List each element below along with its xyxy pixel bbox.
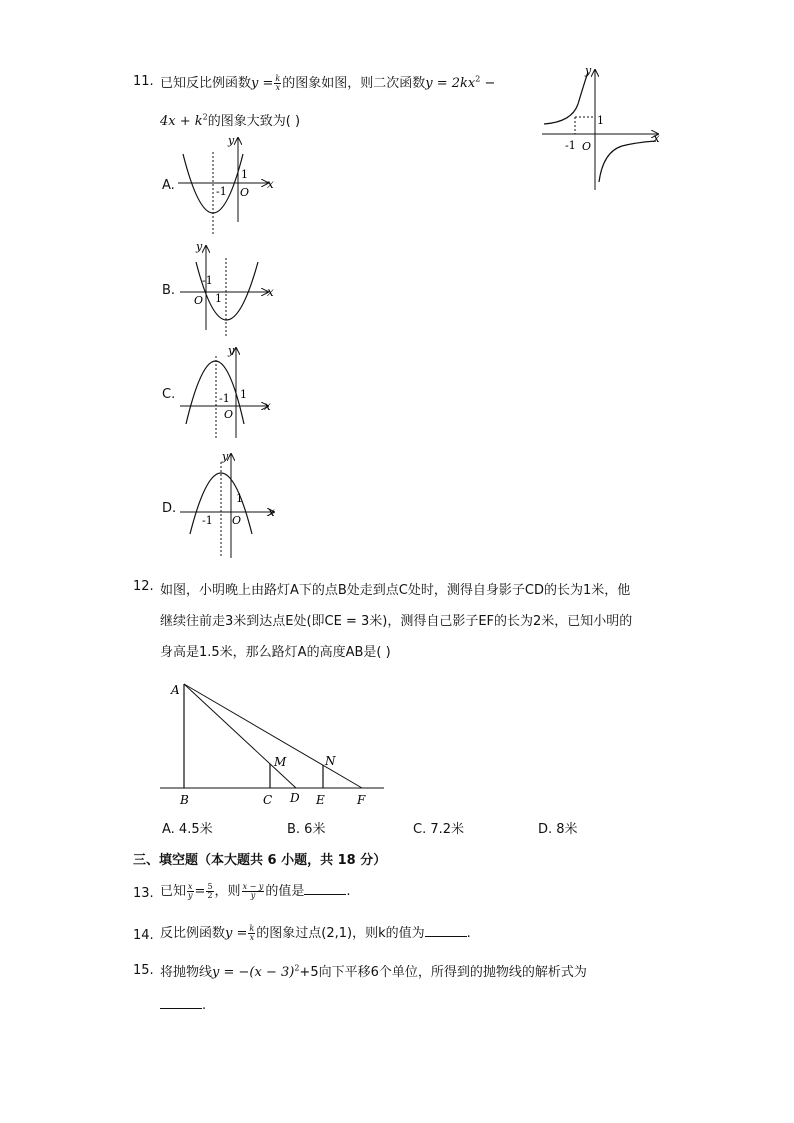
svg-text:O: O [240,186,250,199]
svg-text:O: O [224,408,234,421]
neg-one-label: -1 [565,139,576,152]
y-label: y [585,64,592,77]
q12-line1: 如图，小明晚上由路灯A下的点B处走到点C处时，测得自身影子CD的长为1米，他 [160,583,631,598]
q11-reference-graph [538,62,668,192]
x-label: x [653,131,660,145]
svg-text:M: M [274,755,287,769]
svg-text:y: y [228,134,235,147]
svg-text:-1: -1 [202,514,213,527]
svg-text:x: x [267,177,274,191]
option-a-graph[interactable] [178,132,278,236]
option-b-graph[interactable] [178,238,278,338]
svg-text:x: x [264,399,271,413]
q14-text: 反比例函数y = $\frac{k}{x}$ 的图象过点(2,1)，则k的值为 . [160,924,471,942]
svg-text:x: x [268,505,275,519]
svg-text:O: O [194,294,204,307]
q15-answer-line: . [160,996,206,1013]
svg-text:1: 1 [240,388,247,401]
option-d-graph[interactable] [178,450,278,560]
q12-line3: 身高是1.5米，那么路灯A的高度AB是( ) [160,645,391,660]
q12-option-b[interactable]: B. 6米 [287,822,326,837]
svg-text:y: y [222,450,229,463]
q12-option-c[interactable]: C. 7.2米 [413,822,465,837]
svg-text:1: 1 [241,168,248,181]
svg-text:N: N [325,754,336,768]
q15-number: 15. [133,963,154,978]
svg-text:O: O [232,514,242,527]
q13-answer-blank[interactable] [304,882,346,895]
q15-answer-blank[interactable] [160,996,202,1009]
hyperbola-branch-left [544,72,588,124]
q12-option-a[interactable]: A. 4.5米 [162,822,213,837]
svg-text:A: A [171,683,180,697]
origin-label: O [582,140,592,153]
section-heading: 三、填空题（本大题共 6 小题，共 18 分） [133,853,387,868]
q14-answer-blank[interactable] [425,924,467,937]
svg-text:C: C [263,793,273,807]
ray-to-f [184,684,362,788]
option-d-label[interactable]: D. [162,501,177,516]
q12-line2: 继续往前走3米到达点E处(即CE = 3米)，测得自己影子EF的长为2米，已知小明的 [160,614,633,629]
q11-fraction-k-over-x: $\frac{k}{x}$ [275,74,281,92]
q11-stem-line1: 已知反比例函数y = $\frac{k}{x}$ 的图象如图，则二次函数$y = 2kx^2$ − [160,74,496,92]
svg-text:E: E [316,793,325,807]
svg-text:-1: -1 [216,185,227,198]
q13-text: 已知 $\frac{x}{y}$ = $\frac{5}{2}$ ，则 $\frac{x - y}{y}$ 的值是 . [160,882,351,900]
svg-text:F: F [357,793,366,807]
q15-text: 将抛物线$y = -(x - 3)^2+5$向下平移6个单位，所得到的抛物线的解析式为 [160,963,587,980]
svg-text:1: 1 [215,292,222,305]
svg-text:y: y [228,344,235,357]
q12-lamp-figure [158,672,390,812]
q12-option-d[interactable]: D. 8米 [538,822,578,837]
option-c-graph[interactable] [178,342,278,442]
svg-text:x: x [267,285,274,299]
q13-number: 13. [133,886,154,901]
svg-text:1: 1 [236,492,243,505]
ray-to-d [184,684,296,788]
option-c-label[interactable]: C. [162,387,176,402]
svg-text:y: y [196,240,203,253]
q14-number: 14. [133,928,154,943]
svg-text:D: D [290,791,300,805]
q11-stem-line2: $4x + k^2$的图象大致为( ) [160,112,301,129]
one-label: 1 [597,114,604,127]
svg-text:B: B [180,793,189,807]
svg-text:-1: -1 [219,392,230,405]
q11-number: 11. [133,74,154,89]
option-b-label[interactable]: B. [162,283,176,298]
hyperbola-branch-right [599,141,656,182]
svg-text:-1: -1 [202,274,213,287]
q12-number: 12. [133,579,154,594]
option-a-label[interactable]: A. [162,178,175,193]
